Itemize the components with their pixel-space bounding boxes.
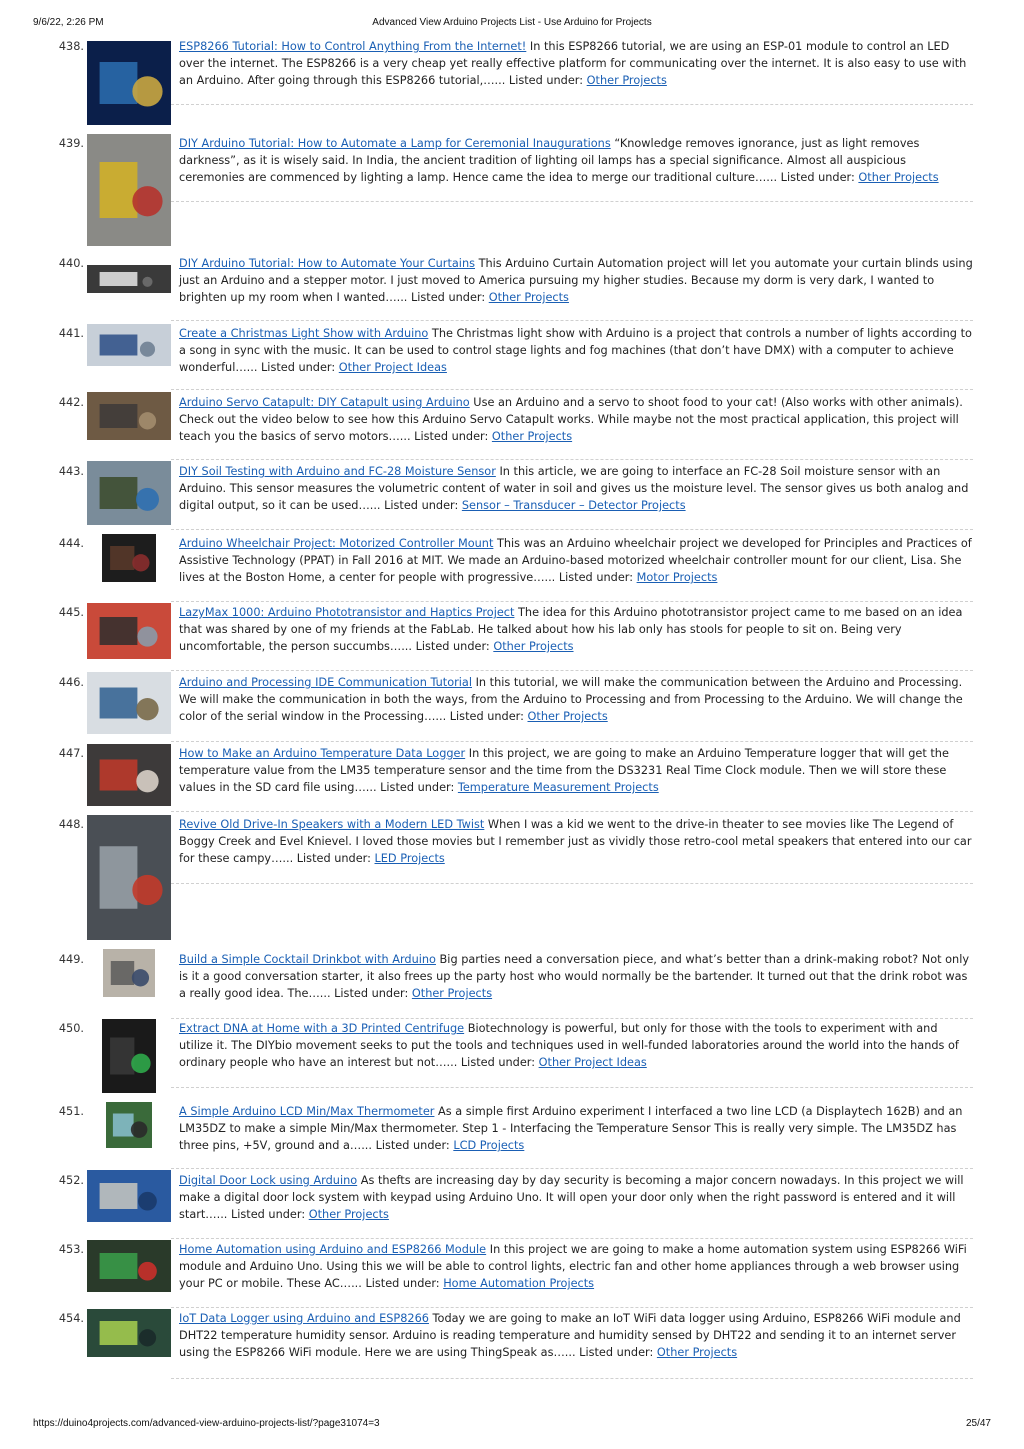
print-title: Advanced View Arduino Projects List - Use Arduino for Projects xyxy=(372,17,652,28)
item-divider xyxy=(171,670,973,671)
item-description: DIY Soil Testing with Arduino and FC-28 Moisture Sensor In this article, we are going to interface an FC-28 Soil moisture sensor with an Arduino. This sensor measures the volumetric content of water in soil and gives us the moisture level. The sensor gives us both analog and digital output, so it can be used…... Listed under: Sensor – Transducer – Detector Projects xyxy=(179,465,969,512)
project-thumbnail[interactable] xyxy=(87,41,171,125)
item-divider xyxy=(171,529,973,530)
project-thumbnail[interactable] xyxy=(106,1102,152,1148)
item-description: LazyMax 1000: Arduino Phototransistor and Haptics Project The idea for this Arduino phototransistor project came to me based on an idea that was shared by one of my friends at the FabLab. He talked about how his lab only has stools for people to sit on. Being very uncomfortable, the person succumbs…... Listed under: Other Projects xyxy=(179,606,963,653)
project-title-link[interactable]: Revive Old Drive-In Speakers with a Modern LED Twist xyxy=(179,818,485,831)
item-divider xyxy=(171,1018,973,1019)
project-title-link[interactable]: ESP8266 Tutorial: How to Control Anything From the Internet! xyxy=(179,40,527,53)
project-thumbnail[interactable] xyxy=(87,392,171,440)
project-thumbnail[interactable] xyxy=(87,672,171,734)
item-divider xyxy=(171,389,973,390)
item-description: A Simple Arduino LCD Min/Max Thermometer As a simple first Arduino experiment I interfaced a two line LCD (a Displaytech 162B) and an LM35DZ to make a simple Min/Max thermometer. Step 1 - Interfacing the Temperature Sensor This is really very simple. The LM35DZ has three pins, +5V, ground and a…... Listed under: LCD Projects xyxy=(179,1105,963,1152)
project-title-link[interactable]: Arduino Servo Catapult: DIY Catapult using Arduino xyxy=(179,396,470,409)
print-url: https://duino4projects.com/advanced-view-arduino-projects-list/?page31074=3 xyxy=(33,1418,380,1429)
item-divider xyxy=(171,459,973,460)
project-thumbnail[interactable] xyxy=(87,134,171,246)
project-thumbnail[interactable] xyxy=(87,1240,171,1292)
category-link[interactable]: Other Projects xyxy=(527,710,608,723)
project-thumbnail[interactable] xyxy=(87,744,171,806)
project-thumbnail[interactable] xyxy=(102,1019,156,1093)
item-number: 439. xyxy=(58,137,84,150)
project-thumbnail[interactable] xyxy=(87,265,171,293)
item-description: Revive Old Drive-In Speakers with a Modern LED Twist When I was a kid we went to the drive-in theater to see movies like The Legend of Boggy Creek and Evel Knievel. I loved those movies but I remember just as vividly those retro-cool metal speakers that entered into our car for these campy…... Listed under: LED Projects xyxy=(179,818,972,865)
category-link[interactable]: Motor Projects xyxy=(636,571,718,584)
item-divider xyxy=(171,1087,973,1088)
category-link[interactable]: Temperature Measurement Projects xyxy=(457,781,659,794)
item-divider xyxy=(171,1307,973,1308)
item-number: 449. xyxy=(58,953,84,966)
print-date: 9/6/22, 2:26 PM xyxy=(33,17,104,28)
category-link[interactable]: Other Projects xyxy=(858,171,939,184)
category-link[interactable]: Other Projects xyxy=(308,1208,389,1221)
item-divider xyxy=(171,104,973,105)
project-thumbnail[interactable] xyxy=(87,324,171,366)
project-title-link[interactable]: A Simple Arduino LCD Min/Max Thermometer xyxy=(179,1105,435,1118)
item-description: Home Automation using Arduino and ESP8266 Module In this project we are going to make a home automation system using ESP8266 WiFi module and Arduino Uno. Using this we will be able to control lights, electric fan and other home appliances through a web browser using your PC or mobile. These AC…... Listed under: Home Automation Projects xyxy=(179,1243,967,1290)
item-number: 452. xyxy=(58,1174,84,1187)
item-number: 444. xyxy=(58,537,84,550)
category-link[interactable]: Other Projects xyxy=(488,291,569,304)
item-number: 442. xyxy=(58,396,84,409)
item-number: 441. xyxy=(58,327,84,340)
item-number: 438. xyxy=(58,40,84,53)
item-description: ESP8266 Tutorial: How to Control Anything From the Internet! In this ESP8266 tutorial, we are using an ESP-01 module to control an LED over the internet. The ESP8266 is a very cheap yet really effective platform for communicating over the internet. It is also easy to use with an Arduino. After going through this ESP8266 tutorial,…... Listed under: Other Projects xyxy=(179,40,967,87)
project-title-link[interactable]: DIY Arduino Tutorial: How to Automate Your Curtains xyxy=(179,257,475,270)
project-title-link[interactable]: DIY Arduino Tutorial: How to Automate a Lamp for Ceremonial Inaugurations xyxy=(179,137,611,150)
project-thumbnail[interactable] xyxy=(87,461,171,525)
item-description: Build a Simple Cocktail Drinkbot with Arduino Big parties need a conversation piece, and what’s better than a drink-making robot? Not only is it a good conversation starter, it also frees up the party host who would normally be the bartender. It turned out that the drink robot was a really good idea. The…... Listed under: Other Projects xyxy=(179,953,970,1000)
project-title-link[interactable]: Digital Door Lock using Arduino xyxy=(179,1174,358,1187)
project-title-link[interactable]: Extract DNA at Home with a 3D Printed Centrifuge xyxy=(179,1022,465,1035)
item-divider xyxy=(171,741,973,742)
item-number: 443. xyxy=(58,465,84,478)
project-title-link[interactable]: IoT Data Logger using Arduino and ESP8266 xyxy=(179,1312,429,1325)
item-number: 450. xyxy=(58,1022,84,1035)
item-divider xyxy=(171,201,973,202)
item-divider xyxy=(171,320,973,321)
item-description: Create a Christmas Light Show with Arduino The Christmas light show with Arduino is a project that controls a number of lights according to a song in sync with the music. It can be used to control stage lights and fog machines (that don’t have DMX) with a computer to achieve wonderful…... Listed under: Other Project Ideas xyxy=(179,327,972,374)
item-description: DIY Arduino Tutorial: How to Automate a Lamp for Ceremonial Inaugurations “Knowledge removes ignorance, just as light removes darkness”, as it is wisely said. In India, the ancient tradition of lighting oil lamps has a special significance. Almost all auspicious ceremonies are commenced by lighting a lamp. Hence came the idea to merge our traditional culture…... Listed under: Other Projects xyxy=(179,137,939,184)
page-number: 25/47 xyxy=(965,1418,991,1429)
item-number: 451. xyxy=(58,1105,84,1118)
category-link[interactable]: Other Projects xyxy=(491,430,573,443)
project-thumbnail[interactable] xyxy=(87,603,171,659)
item-description: How to Make an Arduino Temperature Data Logger In this project, we are going to make an Arduino Temperature logger that will get the temperature value from the LM35 temperature sensor and the time from the DS3231 Real Time Clock module. Then we will store these values in the SD card file using…... Listed under: Temperature Measurement Projects xyxy=(179,747,949,794)
item-divider xyxy=(171,1238,973,1239)
project-title-link[interactable]: Home Automation using Arduino and ESP8266 Module xyxy=(179,1243,487,1256)
item-number: 448. xyxy=(58,818,84,831)
category-link[interactable]: Other Projects xyxy=(411,987,493,1000)
category-link[interactable]: LED Projects xyxy=(374,852,445,865)
item-divider xyxy=(171,1378,973,1379)
project-title-link[interactable]: LazyMax 1000: Arduino Phototransistor and Haptics Project xyxy=(179,606,515,619)
project-thumbnail[interactable] xyxy=(87,1309,171,1357)
item-number: 440. xyxy=(58,257,84,270)
item-number: 454. xyxy=(58,1312,84,1325)
project-title-link[interactable]: Arduino and Processing IDE Communication Tutorial xyxy=(179,676,472,689)
item-number: 453. xyxy=(58,1243,84,1256)
project-thumbnail[interactable] xyxy=(103,949,155,997)
category-link[interactable]: Other Project Ideas xyxy=(338,361,447,374)
item-divider xyxy=(171,883,973,884)
item-description: IoT Data Logger using Arduino and ESP8266 Today we are going to make an IoT WiFi data logger using Arduino, ESP8266 WiFi module and DHT22 temperature humidity sensor. Arduino is reading temperature and humidity sensed by DHT22 and sending it to an internet server using the ESP8266 WiFi module. Here we are using ThingSpeak as…... Listed under: Other Projects xyxy=(179,1312,961,1359)
project-title-link[interactable]: DIY Soil Testing with Arduino and FC-28 Moisture Sensor xyxy=(179,465,496,478)
item-description: Digital Door Lock using Arduino As thefts are increasing day by day security is becoming a major concern nowadays. In this project we will make a digital door lock system with keypad using Arduino Uno. It will open your door only when the right password is entered and it will start…... Listed under: Other Projects xyxy=(179,1174,964,1221)
item-description: Arduino and Processing IDE Communication Tutorial In this tutorial, we will make the communication between the Arduino and Processing. We will make the communication in both the ways, from the Arduino to Processing and from Processing to the Arduino. We will change the color of the serial window in the Processing…... Listed under: Other Projects xyxy=(179,676,963,723)
item-description: Extract DNA at Home with a 3D Printed Centrifuge Biotechnology is powerful, but only for those with the tools to experiment with and utilize it. The DIYbio movement seeks to put the tools and techniques used in well-funded laboratories around the world into the hands of ordinary people who have an interest but not…... Listed under: Other Project Ideas xyxy=(179,1022,959,1069)
category-link[interactable]: Other Projects xyxy=(586,74,667,87)
category-link[interactable]: Other Projects xyxy=(656,1346,738,1359)
item-description: Arduino Wheelchair Project: Motorized Controller Mount This was an Arduino wheelchair project we developed for Principles and Practices of Assistive Technology (PPAT) in Fall 2016 at MIT. We made an Arduino-based motorized wheelchair controller mount for our client, Lisa. She lives at the Boston Home, a center for people with progressive…... Listed under: Motor Projects xyxy=(179,537,972,584)
category-link[interactable]: Other Project Ideas xyxy=(538,1056,647,1069)
item-description: DIY Arduino Tutorial: How to Automate Your Curtains This Arduino Curtain Automation project will let you automate your curtain blinds using just an Arduino and a stepper motor. I just moved to America pursuing my higher studies. Because my dorm is very dark, I wanted to brighten up my room when I wanted…... Listed under: Other Projects xyxy=(179,257,973,304)
project-title-link[interactable]: Arduino Wheelchair Project: Motorized Controller Mount xyxy=(179,537,494,550)
category-link[interactable]: Home Automation Projects xyxy=(443,1277,595,1290)
item-divider xyxy=(171,1168,973,1169)
project-title-link[interactable]: Build a Simple Cocktail Drinkbot with Arduino xyxy=(179,953,436,966)
project-thumbnail[interactable] xyxy=(102,534,156,582)
item-number: 445. xyxy=(58,606,84,619)
item-description: Arduino Servo Catapult: DIY Catapult using Arduino Use an Arduino and a servo to shoot food to your cat! (Also works with other animals). Check out the video below to see how this Arduino Servo Catapult works. While maybe not the most practical application, this project will teach you the basics of servo motors…... Listed under: Other Projects xyxy=(179,396,963,443)
category-link[interactable]: LCD Projects xyxy=(453,1139,525,1152)
category-link[interactable]: Other Projects xyxy=(493,640,574,653)
project-thumbnail[interactable] xyxy=(87,815,171,940)
project-title-link[interactable]: Create a Christmas Light Show with Arduino xyxy=(179,327,429,340)
item-divider xyxy=(171,811,973,812)
item-number: 446. xyxy=(58,676,84,689)
item-divider xyxy=(171,601,973,602)
item-number: 447. xyxy=(58,747,84,760)
project-title-link[interactable]: How to Make an Arduino Temperature Data Logger xyxy=(179,747,466,760)
project-thumbnail[interactable] xyxy=(87,1170,171,1222)
category-link[interactable]: Sensor – Transducer – Detector Projects xyxy=(461,499,686,512)
